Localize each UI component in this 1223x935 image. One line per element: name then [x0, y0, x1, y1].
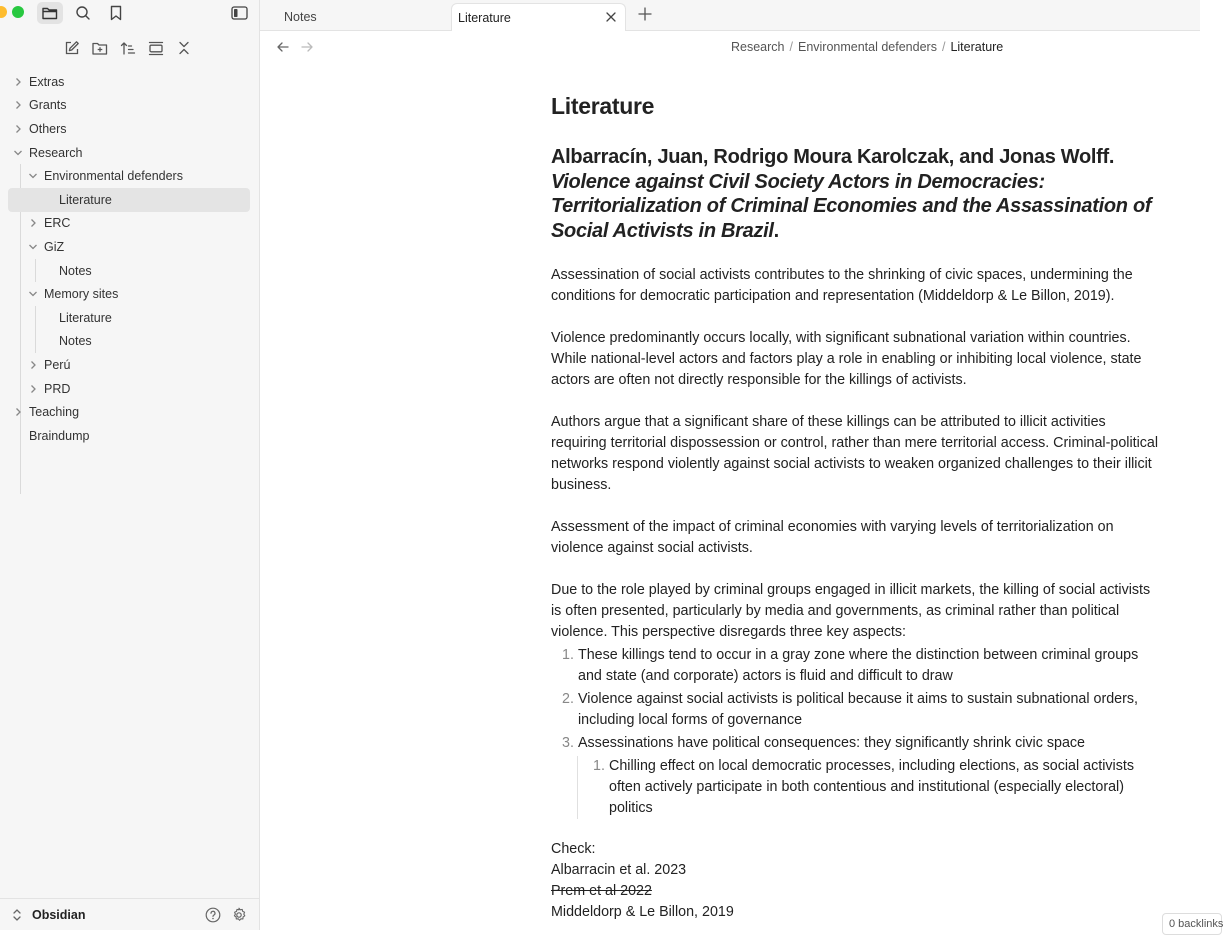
citation-authors: Albarracín, Juan, Rodrigo Moura Karolczak, and Jonas Wolff.	[551, 146, 1115, 168]
bookmark-icon	[109, 5, 123, 21]
chevron-right-icon	[13, 100, 23, 110]
tree-item-label: PRD	[44, 381, 71, 396]
tree-item-label: ERC	[44, 216, 71, 231]
tree-file-memory-literature[interactable]	[0, 306, 260, 330]
citation-period: .	[773, 219, 779, 242]
paragraph: Assessination of social activists contributes to the shrinking of civic spaces, undermining the conditions for democratic participation and representation (Middeldorp & Le Billon, 2019).	[551, 267, 1133, 304]
chevron-right-icon	[13, 407, 23, 417]
edit-icon	[64, 40, 80, 56]
check-label: Check:	[551, 841, 596, 857]
toggle-sidebar-button[interactable]	[226, 2, 252, 24]
bookmarks-button[interactable]	[103, 2, 129, 24]
list-item	[551, 733, 1161, 819]
check-section	[551, 839, 1161, 923]
tree-folder-memory-sites[interactable]	[0, 282, 260, 306]
ordered-list	[551, 645, 1161, 819]
tree-item-label: Braindump	[29, 428, 90, 443]
check-item: Middeldorp & Le Billon, 2019	[551, 904, 734, 920]
reveal-file-icon	[148, 41, 164, 56]
chevron-right-icon	[13, 77, 23, 87]
tab-literature[interactable]	[451, 3, 626, 31]
list-item-text: Assessinations have political consequences: they significantly shrink civic space	[578, 735, 1086, 751]
chevron-right-icon	[28, 218, 38, 228]
list-item	[551, 689, 1161, 731]
tree-folder-peru[interactable]	[0, 353, 260, 377]
minimize-window-button[interactable]	[0, 6, 7, 18]
settings-gear-icon[interactable]	[231, 907, 247, 923]
search-button[interactable]	[70, 2, 96, 24]
folder-plus-icon	[92, 41, 108, 56]
tree-file-giz-notes[interactable]	[0, 259, 260, 283]
breadcrumb-environmental-defenders[interactable]: Environmental defenders	[797, 40, 937, 54]
note-content[interactable]	[551, 92, 1161, 923]
chevron-down-icon	[13, 148, 23, 158]
folder-icon	[42, 6, 58, 20]
check-item: Albarracin et al. 2023	[551, 862, 687, 878]
paragraph: Authors argue that a significant share of these killings can be attributed to illicit activities requiring territorial dispossession or control, rather than mere territorial access. Criminal-political networks respond violently against social activists to weaken organized challenges to their illicit business.	[551, 414, 1159, 493]
sort-icon	[120, 40, 136, 56]
tree-item-label: Perú	[44, 357, 71, 372]
sidebar-top-bar	[0, 0, 260, 30]
tree-folder-grants[interactable]	[0, 94, 260, 118]
auto-reveal-button[interactable]	[145, 37, 167, 59]
tree-file-braindump[interactable]	[0, 424, 260, 448]
citation-title: Violence against Civil Society Actors in Democracies: Territorialization of Criminal Economies and the Assassination of Social Activists in Brazil	[551, 170, 1152, 242]
paragraph: Assessment of the impact of criminal economies with varying levels of territorialization on violence against social activists.	[551, 519, 1114, 556]
list-number: 1.	[562, 647, 574, 663]
chevron-right-icon	[28, 384, 38, 394]
vault-name[interactable]: Obsidian	[32, 908, 86, 922]
new-tab-plus-icon[interactable]	[636, 5, 654, 23]
tree-item-label: Grants	[29, 98, 67, 113]
list-item-text: These killings tend to occur in a gray zone where the distinction between criminal groups and state (and corporate) actors is fluid and difficult to draw	[578, 647, 1139, 684]
list-item	[551, 645, 1161, 687]
list-item-text: Violence against social activists is political because it aims to sustain subnational orders, including local forms of governance	[578, 691, 1138, 728]
close-icon[interactable]	[605, 11, 617, 23]
collapse-all-button[interactable]	[173, 37, 195, 59]
sort-button[interactable]	[117, 37, 139, 59]
list-item	[564, 756, 1161, 819]
new-folder-button[interactable]	[89, 37, 111, 59]
chevron-down-icon	[28, 171, 38, 181]
nested-ordered-list	[564, 756, 1161, 819]
vault-switcher-icon[interactable]	[12, 908, 22, 927]
list-number: 3.	[562, 735, 574, 751]
file-tree	[0, 70, 260, 448]
tree-item-label: Literature	[59, 192, 112, 207]
file-explorer-button[interactable]	[37, 2, 63, 24]
new-note-button[interactable]	[61, 37, 83, 59]
backlinks-status[interactable]: 0 backlinks	[1162, 913, 1222, 935]
tree-folder-others[interactable]	[0, 117, 260, 141]
forward-arrow-icon[interactable]	[299, 39, 315, 55]
tree-folder-research[interactable]	[0, 141, 260, 165]
search-icon	[75, 5, 91, 21]
tree-item-label: Literature	[59, 310, 112, 325]
tree-item-label: Notes	[59, 263, 92, 278]
chevron-right-icon	[28, 360, 38, 370]
tree-folder-extras[interactable]	[0, 70, 260, 94]
list-number: 2.	[562, 691, 574, 707]
tree-folder-prd[interactable]	[0, 377, 260, 401]
citation-heading	[551, 145, 1161, 243]
tree-folder-erc[interactable]	[0, 212, 260, 236]
tree-item-label: Environmental defenders	[44, 169, 183, 184]
sidebar	[0, 0, 260, 930]
tree-file-literature-active[interactable]	[8, 188, 250, 212]
vault-bar	[0, 898, 260, 930]
breadcrumb-separator: /	[941, 40, 946, 54]
breadcrumb-separator: /	[789, 40, 793, 54]
tab-label: Literature	[458, 10, 511, 25]
tree-file-memory-notes[interactable]	[0, 330, 260, 354]
collapse-icon	[177, 40, 191, 56]
paragraph: Violence predominantly occurs locally, with significant subnational variation within countries. While national-level actors and factors play a role in enabling or inhibiting local violence, state actors are often not directly responsible for the killings of activists.	[551, 330, 1142, 388]
check-item-struck: Prem et al 2022	[551, 883, 652, 899]
back-arrow-icon[interactable]	[275, 39, 291, 55]
list-number: 1.	[593, 758, 605, 774]
tree-folder-giz[interactable]	[0, 235, 260, 259]
chevron-right-icon	[13, 124, 23, 134]
chevron-down-icon	[28, 242, 38, 252]
note-title[interactable]: Literature	[551, 93, 655, 119]
tree-folder-environmental-defenders[interactable]	[0, 164, 260, 188]
breadcrumb-research[interactable]: Research	[731, 40, 785, 54]
tree-item-label: Others	[29, 121, 67, 136]
tree-item-label: Extras	[29, 74, 65, 89]
file-explorer-actions	[0, 37, 260, 61]
tab-notes[interactable]	[260, 3, 450, 31]
zoom-window-button[interactable]	[12, 6, 24, 18]
tab-bar	[260, 0, 1200, 31]
help-icon[interactable]	[205, 907, 221, 923]
tree-item-label: Notes	[59, 334, 92, 349]
tree-item-label: GiZ	[44, 239, 65, 254]
tree-folder-teaching[interactable]	[0, 400, 260, 424]
chevron-down-icon	[28, 289, 38, 299]
sidebar-toggle-icon	[231, 6, 248, 20]
breadcrumb-current[interactable]: Literature	[950, 40, 1004, 54]
tree-item-label: Teaching	[29, 405, 80, 420]
paragraph: Due to the role played by criminal groups engaged in illicit markets, the killing of social activists is often presented, particularly by media and governments, as criminal rather than political violence. This perspective disregards three key aspects:	[551, 582, 1151, 640]
tree-item-label: Memory sites	[44, 287, 119, 302]
tab-label: Notes	[284, 10, 317, 24]
breadcrumb	[731, 40, 1003, 54]
list-item-text: Chilling effect on local democratic processes, including elections, as social activists often actively participate in both contentious and institutional (especially electoral) politics	[609, 758, 1134, 816]
tree-item-label: Research	[29, 145, 83, 160]
